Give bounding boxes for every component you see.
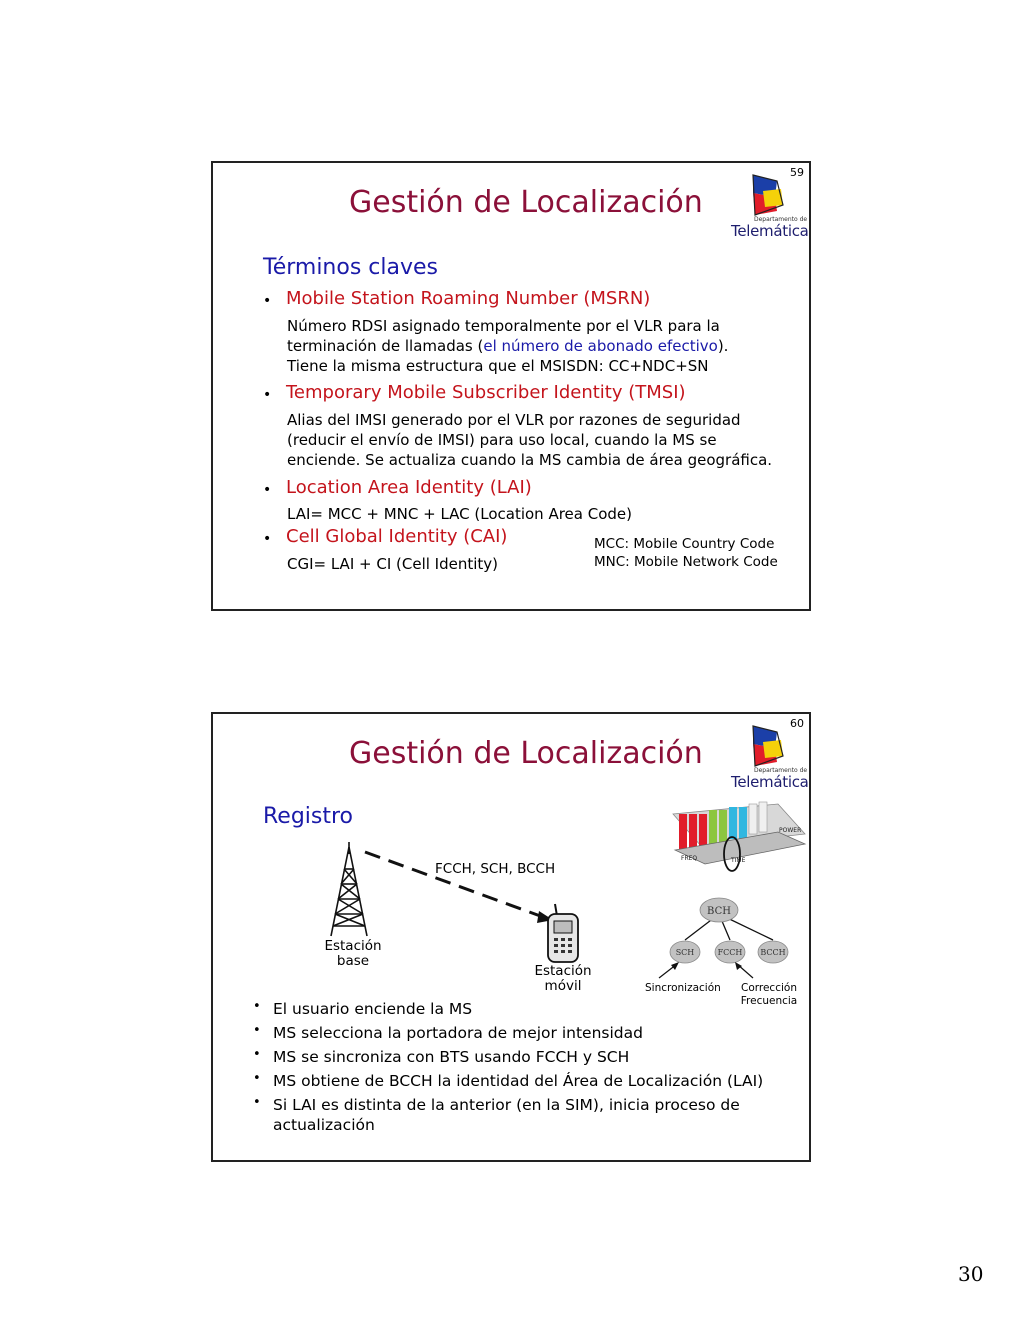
slide-59 [211,161,811,611]
list-item: • MS obtiene de BCCH la identidad del Área de Localización (LAI) [251,1071,783,1091]
term-cai: Cell Global Identity (CAI) [286,526,508,547]
term-description-line: Alias del IMSI generado por el VLR por razones de seguridad [287,411,741,429]
logo-wordmark: Telemática [731,222,809,240]
section-heading: Registro [263,804,354,829]
term-description-line: (reducir el envío de IMSI) para uso local, cuando la MS se [287,431,717,449]
slide-number: 60 [790,717,804,730]
term-description-line: LAI= MCC + MNC + LAC (Location Area Code) [287,505,632,523]
list-item: • MS selecciona la portadora de mejor intensidad [251,1023,783,1043]
note-mnc: MNC: Mobile Network Code [594,554,778,570]
axis-label: TIME [731,857,746,864]
sync-label: Sincronización [645,982,721,994]
mobile-station-label: Estación móvil [534,963,592,994]
bullet-marker: • [263,531,272,547]
carrier-grid-icon [673,802,805,871]
bullet-marker: • [263,293,272,309]
term-lai: Location Area Identity (LAI) [286,477,532,498]
channel-label: FCCH, SCH, BCCH [435,861,556,877]
axis-label: POWER [779,827,802,834]
term-msrn: Mobile Station Roaming Number (MSRN) [286,288,651,309]
bullet-marker: • [263,387,272,403]
section-heading: Términos claves [263,255,439,280]
slide-title: Gestión de Localización [349,185,703,220]
slide-number: 59 [790,166,804,179]
tree-node-sch: SCH [675,948,695,957]
tree-node-bcch: BCCH [760,948,786,957]
base-station-tower-icon [331,842,367,936]
registration-steps [251,999,783,1139]
logo-wordmark: Telemática [731,773,809,791]
base-station-label: Estación base [324,938,382,969]
highlight-text: el número de abonado efectivo [483,337,718,355]
note-mcc: MCC: Mobile Country Code [594,536,775,552]
slide-title: Gestión de Localización [349,736,703,771]
list-item: • El usuario enciende la MS [251,999,783,1019]
term-tmsi: Temporary Mobile Subscriber Identity (TMSI) [286,382,686,403]
tree-node-fcch: FCCH [717,948,743,957]
list-item: • Si LAI es distinta de la anterior (en la SIM), inicia proceso de actualización [251,1095,783,1135]
term-description-line: Tiene la misma estructura que el MSISDN: CC+NDC+SN [287,357,709,375]
mobile-phone-icon [548,904,578,962]
logo-subtitle: Departamento de [754,216,808,223]
term-description-line: Número RDSI asignado temporalmente por el VLR para la [287,317,720,335]
axis-label: FREQ [681,855,698,862]
list-item: • MS se sincroniza con BTS usando FCCH y SCH [251,1047,783,1067]
term-description-line: enciende. Se actualiza cuando la MS cambia de área geográfica. [287,451,773,469]
page-number: 30 [958,1262,984,1286]
term-description-line: terminación de llamadas (el número de abonado efectivo). [287,337,729,355]
bullet-marker: • [263,482,272,498]
freq-correction-label: Corrección Frecuencia [740,982,798,1007]
term-description-line: CGI= LAI + CI (Cell Identity) [287,555,499,573]
channel-tree [659,898,788,978]
slide-60 [211,712,811,1162]
tree-root: BCH [707,906,731,917]
logo-subtitle: Departamento de [754,767,808,774]
